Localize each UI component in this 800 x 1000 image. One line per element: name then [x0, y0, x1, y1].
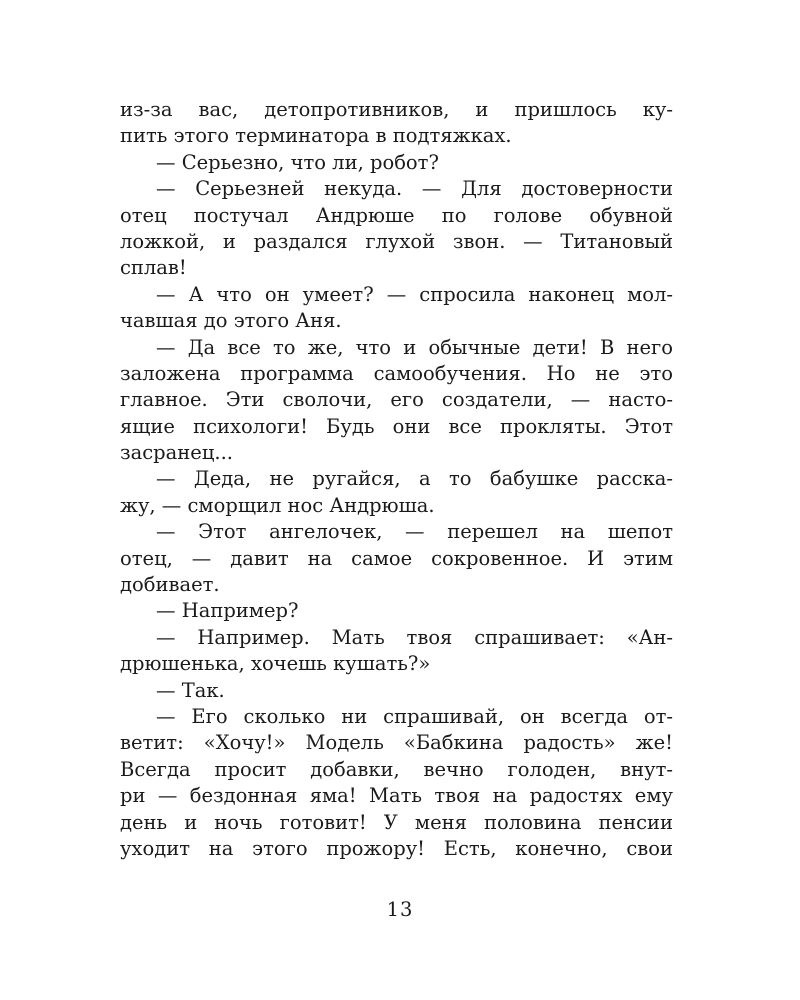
- text-line: — Например?: [156, 599, 299, 623]
- text-line: из-за вас, детопротивников, и пришлось ку-: [120, 98, 673, 121]
- text-line: день и ночь готовит! У меня половина пенсии: [120, 810, 673, 834]
- text-line: — Его сколько ни спрашивай, он всегда от-: [156, 704, 673, 728]
- text-line: ложкой, и раздался глухой звон. — Титановый: [120, 229, 673, 253]
- text-line: отец, — давит на самое сокровенное. И этим: [120, 546, 673, 570]
- text-line: ветит: «Хочу!» Модель «Бабкина радость» же!: [120, 731, 673, 755]
- text-line: главное. Эти сволочи, его создатели, — насто-: [120, 388, 673, 412]
- text-line: пить этого терминатора в подтяжках.: [120, 124, 512, 148]
- text-line: ри — бездонная яма! Мать твоя на радостях ему: [120, 784, 673, 808]
- text-line: — Например. Мать твоя спрашивает: «Ан-: [156, 625, 673, 649]
- text-line: жу, — сморщил нос Андрюша.: [120, 493, 435, 517]
- text-line: ящие психологи! Будь они все прокляты. Этот: [120, 414, 673, 438]
- text-line: — Серьезно, что ли, робот?: [156, 150, 439, 174]
- text-line: чавшая до этого Аня.: [120, 309, 342, 333]
- text-line: отец постучал Андрюше по голове обувной: [120, 203, 673, 227]
- text-line: — Этот ангелочек, — перешел на шепот: [156, 520, 673, 544]
- page-number: 13: [386, 898, 414, 921]
- text-line: добивает.: [120, 573, 220, 597]
- text-line: засранец...: [120, 441, 233, 465]
- text-line: уходит на этого прожору! Есть, конечно, свои: [120, 836, 673, 860]
- text-line: Всегда просит добавки, вечно голоден, внут-: [120, 757, 673, 781]
- text-line: заложена программа самообучения. Но не это: [120, 361, 673, 385]
- text-line: — А что он умеет? — спросила наконец мол-: [156, 282, 673, 306]
- text-line: — Серьезней некуда. — Для достоверности: [156, 177, 673, 201]
- text-line: сплав!: [120, 256, 187, 280]
- text-line: — Да все то же, что и обычные дети! В него: [156, 335, 673, 359]
- text-line: дрюшенька, хочешь кушать?»: [120, 652, 431, 676]
- text-line: — Деда, не ругайся, а то бабушке расска-: [156, 467, 673, 491]
- body-text: [120, 97, 673, 862]
- text-line: — Так.: [156, 678, 225, 702]
